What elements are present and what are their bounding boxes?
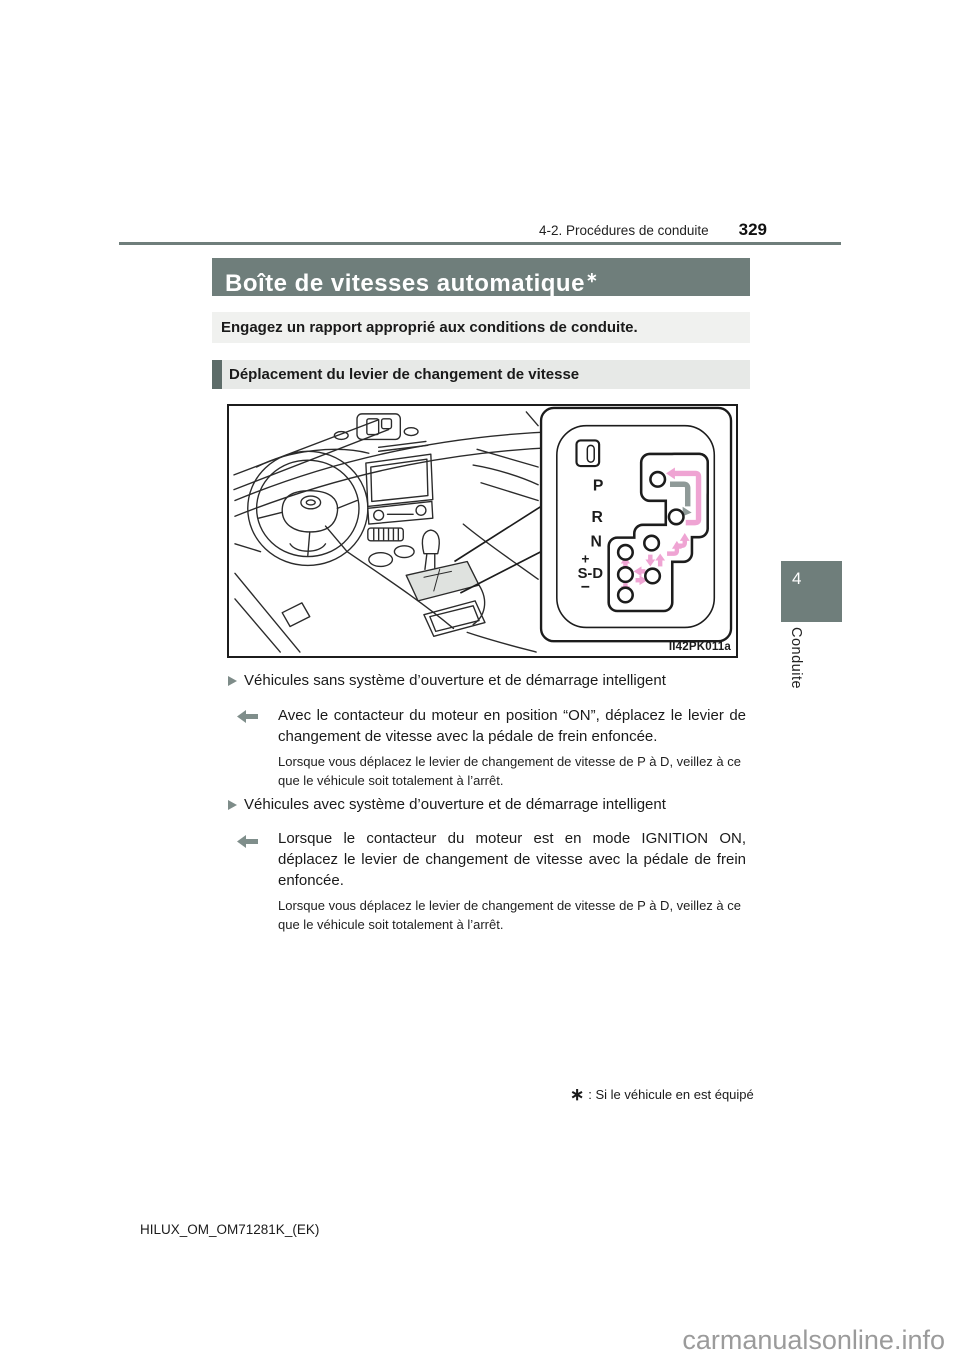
gear-sd: S-D bbox=[577, 566, 603, 583]
footnote-text: : Si le véhicule en est équipé bbox=[588, 1087, 754, 1102]
notice-box: Engagez un rapport approprié aux conditions de conduite. bbox=[212, 312, 750, 343]
bullet-item-2 bbox=[227, 796, 749, 813]
document-code-footer: HILUX_OM_OM71281K_(EK) bbox=[140, 1222, 320, 1237]
chapter-title-banner bbox=[212, 258, 750, 296]
back-arrow-icon bbox=[237, 835, 258, 848]
gear-plus: + bbox=[581, 551, 590, 567]
dashboard-line-art bbox=[229, 406, 736, 656]
header-rule bbox=[119, 242, 841, 245]
gear-n: N bbox=[590, 533, 602, 551]
paragraph-2: Lorsque le contacteur du moteur est en mode IGNITION ON, déplacez le levier de changement de vitesse avec la pédale de frein enfoncée. bbox=[278, 830, 746, 889]
bullet-item-1 bbox=[227, 672, 749, 689]
bullet-title-2: Véhicules avec système d’ouverture et de démarrage intelligent bbox=[244, 796, 666, 813]
watermark: carmanualsonline.info bbox=[682, 1325, 945, 1355]
gear-r: R bbox=[591, 509, 603, 527]
triangle-bullet-icon bbox=[228, 676, 237, 686]
footnote-asterisk: ∗ bbox=[570, 1085, 585, 1104]
chapter-tab-label: Conduite bbox=[788, 627, 804, 690]
gear-minus: − bbox=[580, 579, 590, 597]
shift-pattern-panel bbox=[541, 408, 731, 641]
back-arrow-icon bbox=[237, 710, 258, 723]
figure-code-label: II42PK011a bbox=[668, 641, 731, 653]
title-asterisk: ∗ bbox=[585, 269, 599, 285]
figure-gearshift-illustration bbox=[227, 404, 738, 658]
page-header bbox=[400, 220, 767, 240]
note-2: Lorsque vous déplacez le levier de changement de vitesse de P à D, veillez à ce que le véhicule soit totalement à l’arrêt. bbox=[278, 898, 741, 932]
gear-p: P bbox=[592, 477, 604, 495]
bullet-title-1: Véhicules sans système d’ouverture et de démarrage intelligent bbox=[244, 672, 666, 689]
footnote bbox=[570, 1084, 754, 1104]
chapter-title: Boîte de vitesses automatique bbox=[225, 270, 585, 297]
paragraph-1: Avec le contacteur du moteur en position “ON”, déplacez le levier de changement de vitesse avec la pédale de frein enfoncée. bbox=[278, 707, 746, 745]
header-page-number: 329 bbox=[738, 220, 767, 239]
triangle-bullet-icon bbox=[228, 800, 237, 810]
chapter-tab-square: 4 bbox=[781, 561, 842, 622]
section-heading: Déplacement du levier de changement de vitesse bbox=[212, 360, 750, 389]
note-1: Lorsque vous déplacez le levier de changement de vitesse de P à D, veillez à ce que le véhicule soit totalement à l’arrêt. bbox=[278, 754, 741, 788]
header-section-title: 4-2. Procédures de conduite bbox=[539, 223, 709, 238]
